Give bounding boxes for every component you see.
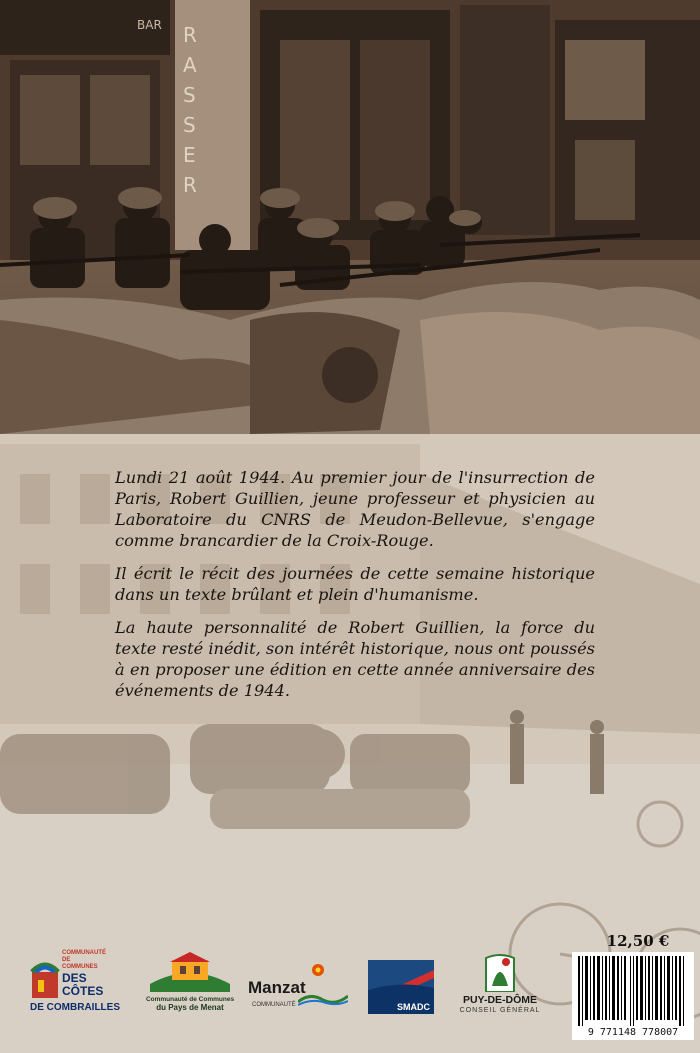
- logo-puy-de-dome: [452, 952, 548, 1018]
- logo-manzat: [248, 962, 348, 1018]
- barcode-bars: [572, 952, 694, 1026]
- sign-vertical-text: RASSER: [183, 23, 197, 197]
- combrailles-line3: COMMUNES: [62, 964, 98, 970]
- puy-de-dome-sub: CONSEIL GÉNÉRAL: [459, 1007, 541, 1014]
- paragraph-3: La haute personnalité de Robert Guillien, la force du texte resté inédit, son intérêt historique, nous ont poussés à en proposer une édition en cette année anniversaire des événements de 1944.: [115, 618, 595, 700]
- menat-village-icon: [150, 952, 230, 992]
- combrailles-emblem-icon: [30, 958, 60, 998]
- paragraph-1: Lundi 21 août 1944. Au premier jour de l'insurrection de Paris, Robert Guillien, jeune professeur et physicien au Laboratoire du CNRS de Meudon-Bellevue, s'engage comme brancardier de la Croix-Rouge.: [115, 468, 595, 550]
- back-cover-text: [115, 467, 595, 713]
- price-label: 12,50 €: [606, 932, 670, 950]
- menat-line2: du Pays de Menat: [156, 1003, 224, 1012]
- top-photograph: [0, 0, 700, 434]
- isbn-number: 9 771148 778007: [572, 1027, 694, 1038]
- manzat-flower-icon: [310, 962, 326, 978]
- puy-de-dome-name: PUY-DE-DÔME: [462, 994, 538, 1006]
- smadc-name: SMADC: [397, 1002, 430, 1012]
- combrailles-name3: DE COMBRAILLES: [30, 1002, 120, 1013]
- logo-smadc: [368, 960, 434, 1014]
- manzat-name: Manzat: [248, 978, 306, 997]
- paragraph-2: Il écrit le récit des journées de cette semaine historique dans un texte brûlant et plein d'humanisme.: [115, 564, 595, 604]
- logo-cotes-de-combrailles: [30, 950, 120, 1022]
- logo-pays-de-menat: [140, 952, 240, 1018]
- combrailles-line2: DE: [62, 957, 71, 963]
- combrailles-name2: CÔTES: [62, 984, 104, 998]
- manzat-sub: COMMUNAUTÉ: [252, 1002, 296, 1008]
- manzat-wave-icon: [298, 992, 348, 1006]
- menat-line1: Communauté de Communes: [145, 996, 235, 1003]
- puy-de-dome-emblem-icon: [484, 952, 516, 992]
- combrailles-name1: DES: [62, 971, 87, 985]
- sign-bar-text: BAR: [137, 18, 162, 32]
- combrailles-line1: COMMUNAUTÉ: [62, 950, 106, 956]
- barricade-illustration: [0, 0, 700, 434]
